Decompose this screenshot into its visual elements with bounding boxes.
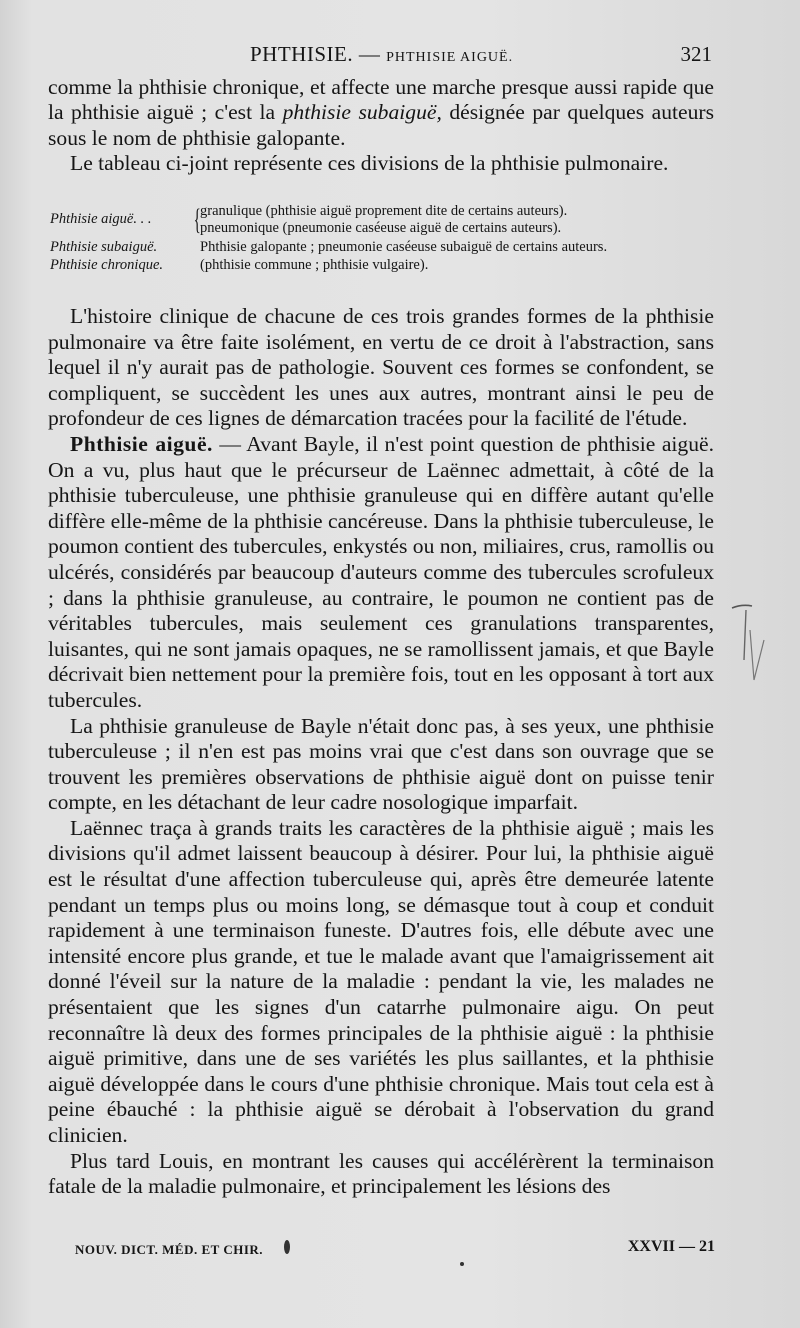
row-label: Phthisie chronique. <box>50 257 164 273</box>
intro-text <box>48 75 714 177</box>
paragraph: L'histoire clinique de chacune de ces trois grandes formes de la phthisie pulmonaire va être faite isolément, en vertu de ce droit à l'abstraction, sans lequel il n'y aurait pas de pathologie. Souvent ces formes se confondent, se compliquent, se succèdent les unes aux autres, montrant ainsi le peu de profondeur de ces lignes de démarcation tracées pour la facilité de l'étude. <box>48 304 714 431</box>
ink-speck <box>460 1262 464 1266</box>
paragraph: Laënnec traça à grands traits les caractères de la phthisie aiguë ; mais les divisions qu'il admet laissent beaucoup à désirer. Pour lui, la phthisie aiguë est le résultat d'une affection tuberculeuse qui, après être demeurée latente pendant un temps plus ou moins long, se démasque tout à coup et conduit rapidement à une terminaison funeste. D'autres fois, elle débute avec une intensité encore plus grande, et tue le malade avant que l'amaigrissement ait donné l'éveil sur la nature de la maladie : pendant la vie, les malades ne présentaient que les signes d'un catarrhe pulmonaire aigu. On peut reconnaître là deux des formes principales de la phthisie aiguë : la phthisie aiguë primitive, dans une de ses variétés les plus saillantes, et la phthisie aiguë développée dans le cours d'une phthisie chronique. Mais tout cela est à peine ébauché : la phthisie aiguë se dérobait à l'observation du grand clinicien. <box>48 815 714 1147</box>
row-label: Phthisie subaiguë. <box>50 239 158 255</box>
intro-emphasis: phthisie subaiguë, <box>282 100 442 125</box>
header-title <box>250 42 513 67</box>
page-number: 321 <box>680 42 712 66</box>
footer-signature: NOUV. DICT. MÉD. ET CHIR. <box>75 1242 264 1257</box>
header-title-sub: PHTHISIE AIGUË. <box>386 50 514 65</box>
row-text: (phthisie commune ; phthisie vulgaire). <box>200 257 429 273</box>
table-row <box>50 257 716 275</box>
row-text: granulique (phthisie aiguë proprement dite de certains auteurs). <box>200 203 568 219</box>
classification-table <box>50 203 716 275</box>
paragraph <box>48 432 714 714</box>
table-row <box>50 239 716 257</box>
paragraph-intro-2: Le tableau ci-joint représente ces divisions de la phthisie pulmonaire. <box>70 151 669 176</box>
paragraph-intro-1 <box>48 75 714 151</box>
running-header <box>52 38 712 68</box>
page-footer <box>75 1238 715 1262</box>
paragraph: La phthisie granuleuse de Bayle n'était donc pas, à ses yeux, une phthisie tuberculeuse ; il n'en est pas moins vrai que c'est dans son ouvrage que se trouvent les premières observations de phthisie aiguë dont on puisse tenir compte, en les détachant de leur cadre nosologique imparfait. <box>48 713 714 815</box>
handwritten-margin-mark <box>728 600 778 690</box>
section-heading: Phthisie aiguë. <box>70 431 213 456</box>
row-text: Phthisie galopante ; pneumonie caséeuse subaiguë de certains auteurs. <box>200 239 608 255</box>
main-text <box>48 304 714 1200</box>
row-label: Phthisie aiguë. . . <box>50 211 152 227</box>
intro-text-a: comme la phthisie chronique, et affecte une marche presque aussi rapide que la phthisie aiguë ; c'est la <box>48 75 714 125</box>
header-title-main: PHTHISIE. — <box>250 42 381 66</box>
paragraph: Plus tard Louis, en montrant les causes qui accélérèrent la terminaison fatale de la maladie pulmonaire, et principalement les lésions des <box>48 1148 714 1199</box>
intro-text-b: désignée par quelques auteurs sous le nom de phthisie galopante. <box>48 100 714 150</box>
table-row <box>50 203 716 239</box>
row-text: pneumonique (pneumonie caséeuse aiguë de certains auteurs). <box>200 220 562 236</box>
brace-mark: { <box>193 203 201 236</box>
footer-volume: XXVII — 21 <box>627 1238 715 1255</box>
paragraph-text: — Avant Bayle, il n'est point question de phthisie aiguë. On a vu, plus haut que le précurseur de Laënnec admettait, à côté de la phthisie tuberculeuse, une phthisie granuleuse qui en diffère autant qu'elle diffère elle-même de la phthisie cancéreuse. Dans la phthisie tuberculeuse, le poumon contient des tubercules, enkystés ou non, miliaires, crus, ramollis ou ulcérés, considérés par beaucoup d'auteurs comme des tubercules scrofuleux ; dans la phthisie granuleuse, au contraire, le poumon ne contient pas de véritables tubercules, mais seulement ces granulations transparentes, luisantes, qui ne sont jamais opaques, ne se ramollissent jamais, et que Bayle décrivait bien nettement pour la première fois, tout en les opposant à tort aux tubercules. <box>48 431 714 712</box>
